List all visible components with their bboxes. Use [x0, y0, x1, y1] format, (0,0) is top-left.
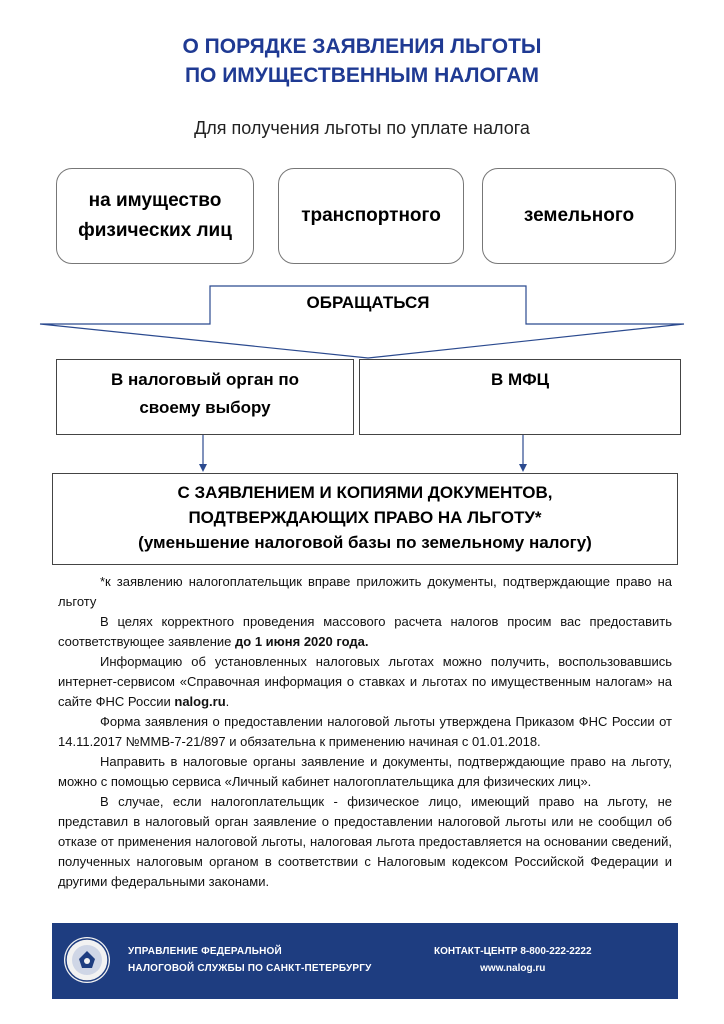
title-line-1: О ПОРЯДКЕ ЗАЯВЛЕНИЯ ЛЬГОТЫ	[182, 35, 542, 58]
connector-arrows	[0, 435, 724, 475]
site-link[interactable]: nalog.ru	[174, 694, 226, 709]
tax-box-property	[56, 168, 254, 264]
option-mfc-label: В МФЦ	[490, 370, 550, 389]
documents-box-line-1: С ЗАЯВЛЕНИЕМ И КОПИЯМИ ДОКУМЕНТОВ,	[177, 483, 553, 502]
paragraph-deadline	[58, 612, 672, 652]
deadline-date: до 1 июня 2020 года.	[235, 634, 369, 649]
connector-right-arrowhead	[519, 464, 527, 472]
tax-box-transport-label: транспортного	[301, 205, 441, 226]
option-tax-office-line-1: В налоговый орган по	[110, 370, 299, 389]
tax-box-property-line-1: на имущество	[88, 190, 222, 211]
body-text	[58, 572, 672, 892]
paragraph-info-text: Информацию об установленных налоговых льготах можно получить, воспользовавшись интернет-сервисом «Справочная информация о ставках и льготах по имущественным налогам» на сайте ФНС России	[58, 654, 672, 709]
footer-website[interactable]: www.nalog.ru	[480, 963, 546, 974]
tax-box-transport	[278, 168, 464, 264]
footer-banner	[52, 923, 678, 999]
paragraph-footnote: *к заявлению налогоплательщик вправе приложить документы, подтверждающие право на льготу	[58, 574, 672, 609]
paragraph-default: В случае, если налогоплательщик - физическое лицо, имеющий право на льготу, не представил в налоговый орган заявление о предоставлении налоговой льготы или не сообщил об отказе от применения налоговой льготы, налоговая льгота предоставляется на основании сведений, полученных налоговым органом в соответствии с Налоговым кодексом Российской Федерации и другими федеральными законами.	[58, 794, 672, 889]
fns-emblem-icon	[64, 937, 110, 983]
footer-phone[interactable]: КОНТАКТ-ЦЕНТР 8-800-222-2222	[434, 946, 592, 957]
footer-org-line-2: НАЛОГОВОЙ СЛУЖБЫ ПО САНКТ-ПЕТЕРБУРГУ	[128, 963, 372, 974]
documents-box-line-2: ПОДТВЕРЖДАЮЩИХ ПРАВО НА ЛЬГОТУ*	[188, 508, 542, 527]
paragraph-info-end: .	[225, 694, 230, 709]
option-tax-office	[56, 359, 354, 435]
paragraph-cabinet: Направить в налоговые органы заявление и документы, подтверждающие право на льготу, можно с помощью сервиса «Личный кабинет налогоплательщика для физических лиц».	[58, 754, 672, 789]
documents-box-line-3: (уменьшение налоговой базы по земельному налогу)	[138, 533, 592, 552]
option-tax-office-line-2: своему выбору	[139, 398, 271, 417]
title-line-2: ПО ИМУЩЕСТВЕННЫМ НАЛОГАМ	[184, 64, 540, 87]
page-title	[0, 32, 724, 90]
paragraph-deadline-text: В целях корректного проведения массового расчета налогов просим вас предоставить соответствующее заявление	[58, 614, 672, 649]
footer-org-line-1: УПРАВЛЕНИЕ ФЕДЕРАЛЬНОЙ	[128, 946, 282, 957]
documents-box	[52, 473, 678, 565]
tax-box-land	[482, 168, 676, 264]
tax-box-land-label: земельного	[523, 205, 635, 226]
option-mfc	[359, 359, 681, 435]
apply-label: ОБРАЩАТЬСЯ	[306, 293, 430, 312]
subtitle: Для получения льготы по уплате налога	[194, 118, 530, 138]
footer-contact	[434, 943, 592, 977]
paragraph-form: Форма заявления о предоставлении налоговой льготы утверждена Приказом ФНС России от 14.11.2017 №ММВ-7-21/897 и обязательна к применению начиная с 01.01.2018.	[58, 714, 672, 749]
paragraph-info	[58, 652, 672, 712]
tax-box-property-line-2: физических лиц	[78, 220, 232, 241]
connector-left-arrowhead	[199, 464, 207, 472]
footer-org-name	[128, 943, 372, 977]
